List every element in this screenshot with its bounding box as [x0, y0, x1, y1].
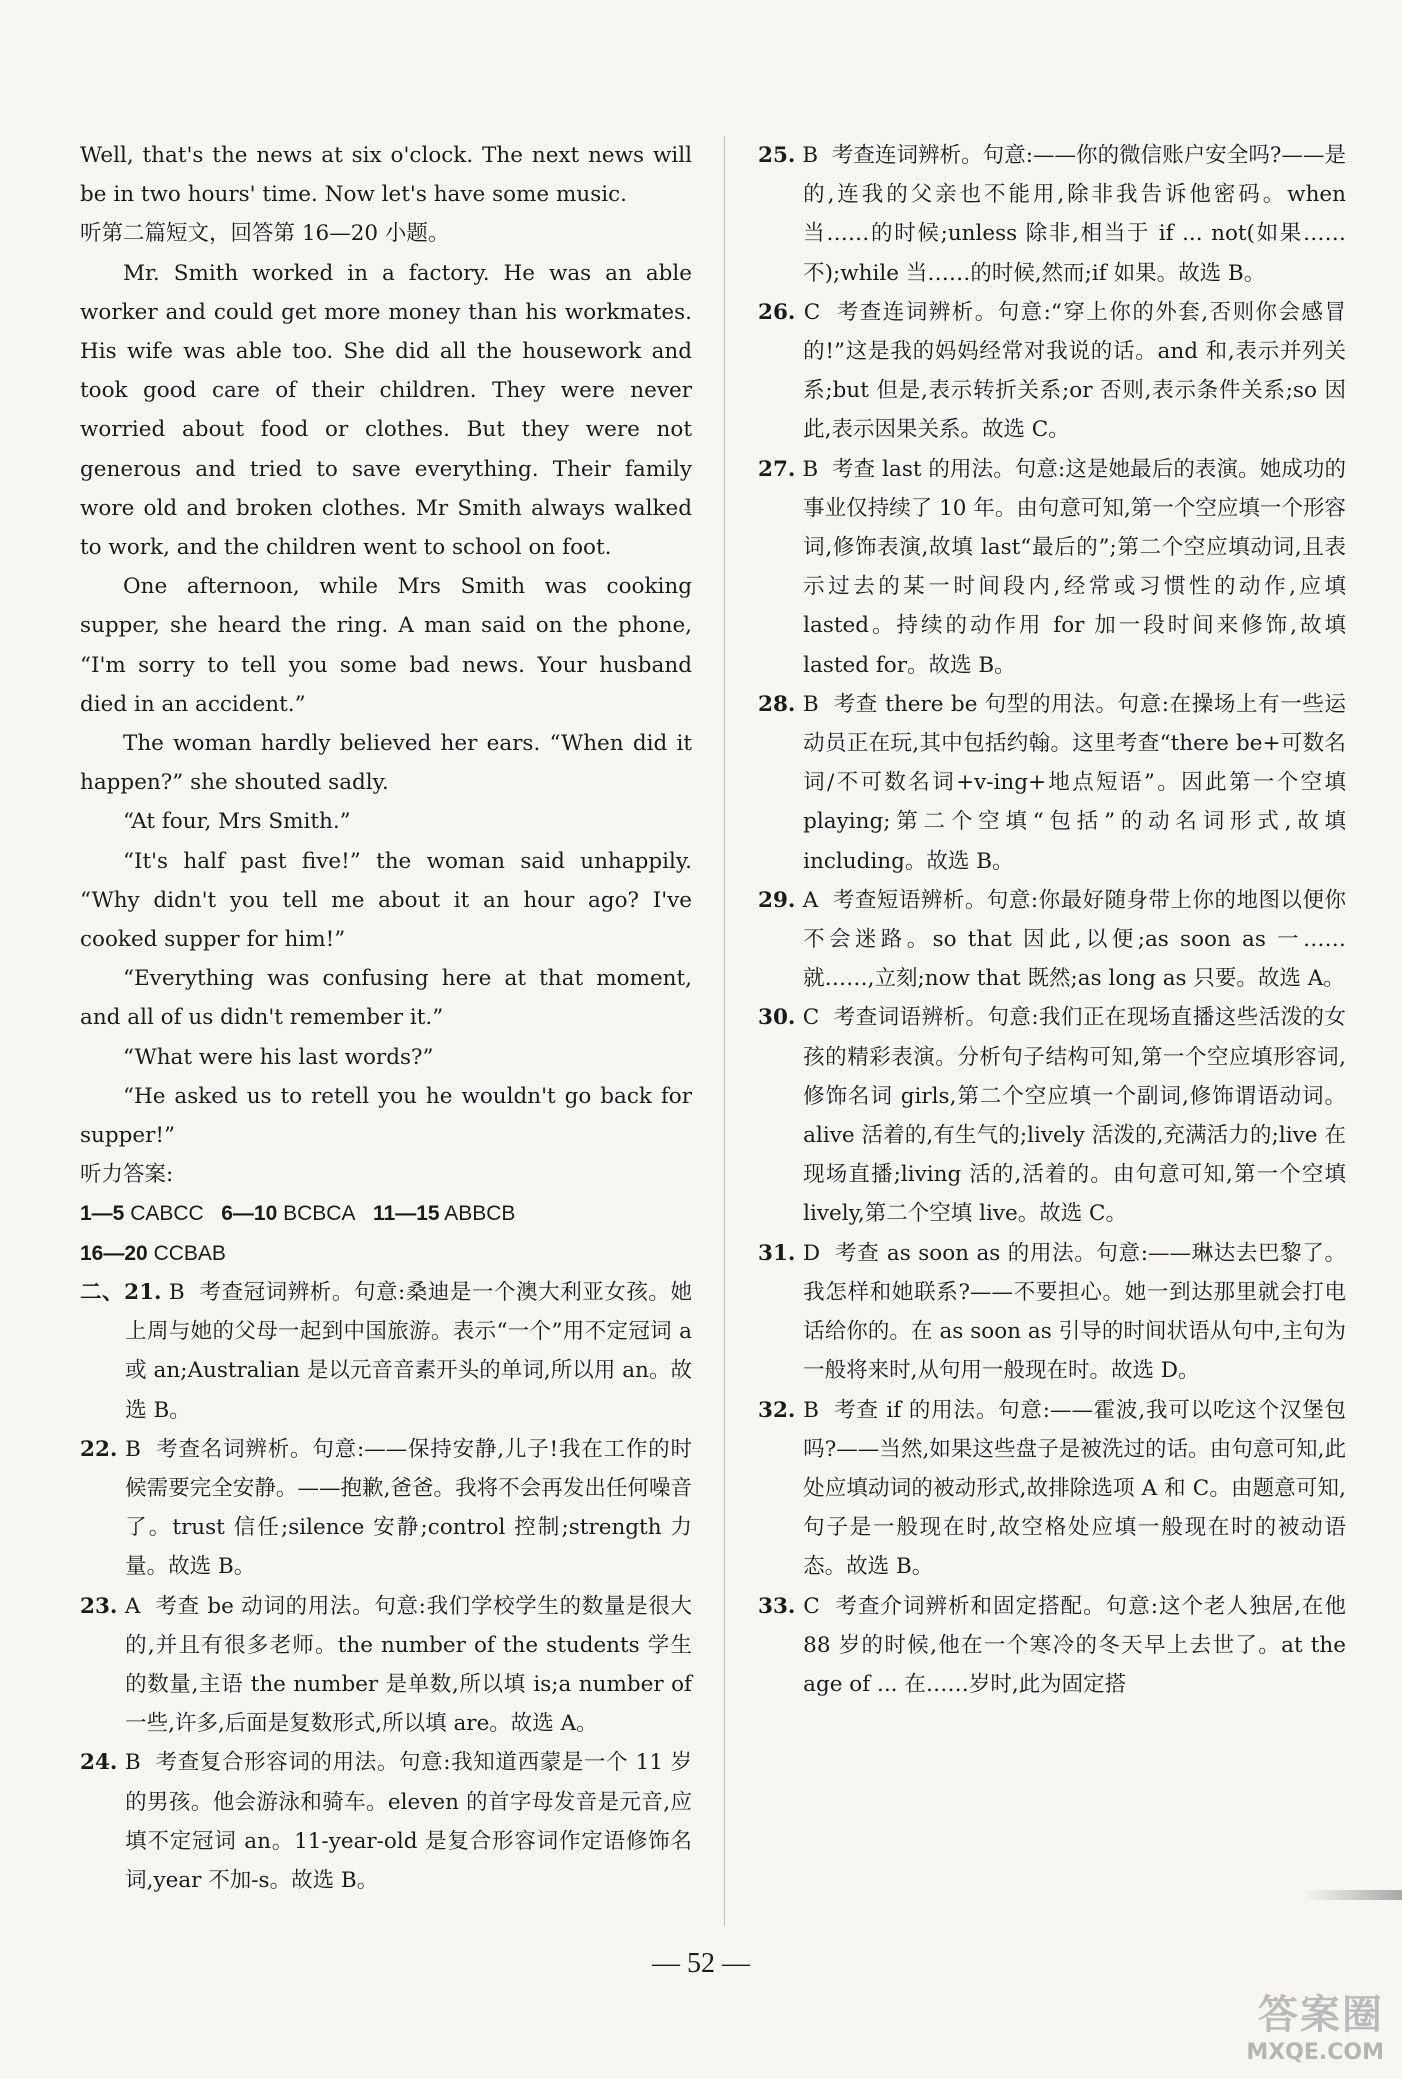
explanation-item	[758, 1587, 1346, 1705]
key-range: 16—20	[80, 1241, 148, 1265]
item-answer: C	[802, 1005, 820, 1031]
paragraph: “Everything was confusing here at that moment, and all of us didn't remember it.”	[80, 966, 692, 1031]
item-answer: A	[802, 887, 819, 913]
paragraph: “It's half past five!” the woman said unhappily. “Why didn't you tell me about it an hour ago? I've cooked supper for him!”	[80, 848, 692, 953]
paragraph: “What were his last words?”	[123, 1044, 434, 1070]
page-edge-shadow	[1302, 1890, 1402, 1900]
paragraph: One afternoon, while Mrs Smith was cooking supper, she heard the ring. A man said on the phone, “I'm sorry to tell you some bad news. Your husband died in an accident.”	[80, 574, 692, 717]
item-number: 29.	[758, 887, 796, 913]
explanation-item	[758, 685, 1346, 881]
section-number: 二、	[80, 1279, 125, 1305]
watermark-logo: 答案圈	[1258, 1992, 1384, 2038]
item-answer: B	[802, 691, 819, 717]
explanation-item	[80, 1743, 692, 1900]
item-text: 考查 there be 句型的用法。句意:在操场上有一些运动员正在玩,其中包括约翰。这里考查“there be+可数名词/不可数名词+v-ing+地点短语”。因此第一个空填 playing;第二个空填“包括”的动名词形式,故填 including。故选 B。	[803, 691, 1346, 874]
left-column	[80, 136, 692, 1900]
item-text: 考查介词辨析和固定搭配。句意:这个老人独居,在他 88 岁的时候,他在一个寒冷的冬天早上去世了。at the age of ... 在……岁时,此为固定搭	[803, 1593, 1346, 1697]
key-answers: ABBCB	[444, 1202, 516, 1226]
paragraph: The woman hardly believed her ears. “When did it happen?” she shouted sadly.	[80, 731, 692, 796]
explanation-item	[758, 293, 1346, 450]
item-text: 考查词语辨析。句意:我们正在现场直播这些活泼的女孩的精彩表演。分析句子结构可知,第一个空应填形容词,修饰名词 girls,第二个空应填一个副词,修饰谓语动词。alive 活着的,有生气的;lively 活泼的,充满活力的;live 在现场直播;living 活的,活着的。由句意可知,第一个空填 lively,第二个空填 live。故选 C。	[803, 1005, 1347, 1227]
explanation-item	[80, 1587, 692, 1744]
item-number: 25.	[758, 143, 796, 168]
item-text: 考查 if 的用法。句意:——霍波,我可以吃这个汉堡包吗?——当然,如果这些盘子是被洗过的话。由句意可知,此处应填动词的被动形式,故排除选项 A 和 C。由题意可知,句子是一般现在时,故空格处应填一般现在时的被动语态。故选 B。	[803, 1397, 1347, 1580]
item-number: 24.	[80, 1750, 118, 1776]
listening-instruction: 听第二篇短文，回答第 16—20 小题。	[80, 221, 450, 247]
item-number: 22.	[80, 1436, 118, 1462]
paragraph: Mr. Smith worked in a factory. He was an able worker and could get more money than his workmates. His wife was able too. She did all the housework and took good care of their children. They were never worried about food or clothes. But they were not generous and tried to save everything. Their family wore old and broken clothes. Mr Smith always walked to work, and the children went to school on foot.	[80, 260, 692, 561]
key-answers: CABCC	[130, 1202, 204, 1226]
watermark-url: MXQE.COM	[1246, 2040, 1384, 2065]
key-answers: BCBCA	[283, 1202, 356, 1226]
item-number: 26.	[758, 299, 796, 325]
item-text: 考查冠词辨析。句意:桑迪是一个澳大利亚女孩。她上周与她的父母一起到中国旅游。表示“一个”用不定冠词 a 或 an;Australian 是以元音音素开头的单词,所以用 an。故选 B。	[125, 1279, 692, 1423]
page-number: — 52 —	[652, 1948, 750, 1979]
item-number: 32.	[758, 1397, 796, 1423]
item-text: 考查 be 动词的用法。句意:我们学校学生的数量是很大的,并且有很多老师。the number of the students 学生的数量,主语 the number 是单数,所以填 is;a number of 一些,许多,后面是复数形式,所以填 are。故选 A。	[125, 1593, 692, 1737]
item-text: 考查 last 的用法。句意:这是她最后的表演。她成功的事业仅持续了 10 年。由句意可知,第一个空应填一个形容词,修饰表演,故填 last“最后的”;第二个空应填动词,且表示过去的某一时间段内,经常或习惯性的动作,应填 lasted。持续的动作用 for 加一段时间来修饰,故填 lasted for。故选 B。	[803, 456, 1346, 678]
answer-keys-row	[80, 1234, 692, 1273]
answers-heading: 听力答案:	[80, 1162, 174, 1188]
item-answer: C	[803, 1593, 820, 1619]
key-range: 1—5	[80, 1202, 125, 1226]
paragraph: “He asked us to retell you he wouldn't go back for supper!”	[80, 1083, 692, 1149]
item-answer: B	[802, 456, 819, 482]
item-text: 考查 as soon as 的用法。句意:——琳达去巴黎了。我怎样和她联系?——不要担心。她一到达那里就会打电话给你的。在 as soon as 引导的时间状语从句中,主句为一般将来时,从句用一般现在时。故选 D。	[803, 1240, 1346, 1384]
item-number: 28.	[758, 691, 796, 717]
key-range: 11—15	[373, 1202, 440, 1226]
item-number: 23.	[80, 1593, 118, 1619]
item-text: 考查连词辨析。句意:——你的微信账户安全吗?——是的,连我的父亲也不能用,除非我告诉他密码。when 当……的时候;unless 除非,相当于 if ... not(如果……不);while 当……的时候,然而;if 如果。故选 B。	[803, 143, 1347, 286]
item-answer: B	[124, 1750, 141, 1776]
paragraph: Well, that's the news at six o'clock. The next news will be in two hours' time. Now let's have some music.	[80, 143, 692, 208]
item-answer: B	[802, 143, 819, 168]
item-number: 31.	[758, 1240, 796, 1266]
item-number: 33.	[758, 1593, 796, 1619]
item-text: 考查短语辨析。句意:你最好随身带上你的地图以便你不会迷路。so that 因此,以便;as soon as 一……就……,立刻;now that 既然;as long as 只要。故选 A。	[803, 887, 1346, 992]
item-number: 30.	[758, 1005, 796, 1031]
item-answer: A	[124, 1593, 141, 1619]
key-range: 6—10	[221, 1202, 278, 1226]
item-number: 27.	[758, 456, 796, 482]
explanation-item	[80, 1430, 692, 1587]
explanation-item	[758, 136, 1346, 293]
item-answer: B	[803, 1397, 819, 1423]
explanation-item	[758, 881, 1346, 999]
item-text: 考查名词辨析。句意:——保持安静,儿子!我在工作的时候需要完全安静。——抱歉,爸爸。我将不会再发出任何噪音了。trust 信任;silence 安静;control 控制;strength 力量。故选 B。	[125, 1436, 692, 1580]
explanation-item	[758, 450, 1346, 685]
item-text: 考查复合形容词的用法。句意:我知道西蒙是一个 11 岁的男孩。他会游泳和骑车。eleven 的首字母发音是元音,应填不定冠词 an。11-year-old 是复合形容词作定语修饰名词,year 不加-s。故选 B。	[125, 1750, 692, 1893]
watermark	[1246, 1983, 1384, 2065]
explanation-item	[758, 1234, 1346, 1391]
right-column	[758, 136, 1346, 1704]
item-answer: B	[125, 1436, 141, 1462]
explanation-item	[80, 1273, 692, 1430]
item-answer: D	[802, 1240, 821, 1266]
column-divider	[724, 136, 725, 1926]
answer-keys-row	[80, 1194, 692, 1233]
key-answers: CCBAB	[153, 1241, 226, 1265]
item-answer: C	[803, 299, 821, 325]
item-answer: B	[168, 1279, 185, 1305]
explanation-item	[758, 998, 1346, 1233]
item-number: 21.	[124, 1279, 162, 1305]
paragraph: “At four, Mrs Smith.”	[123, 809, 351, 835]
explanation-item	[758, 1391, 1346, 1587]
item-text: 考查连词辨析。句意:“穿上你的外套,否则你会感冒的!”这是我的妈妈经常对我说的话。and 和,表示并列关系;but 但是,表示转折关系;or 否则,表示条件关系;so 因此,表示因果关系。故选 C。	[803, 299, 1347, 443]
